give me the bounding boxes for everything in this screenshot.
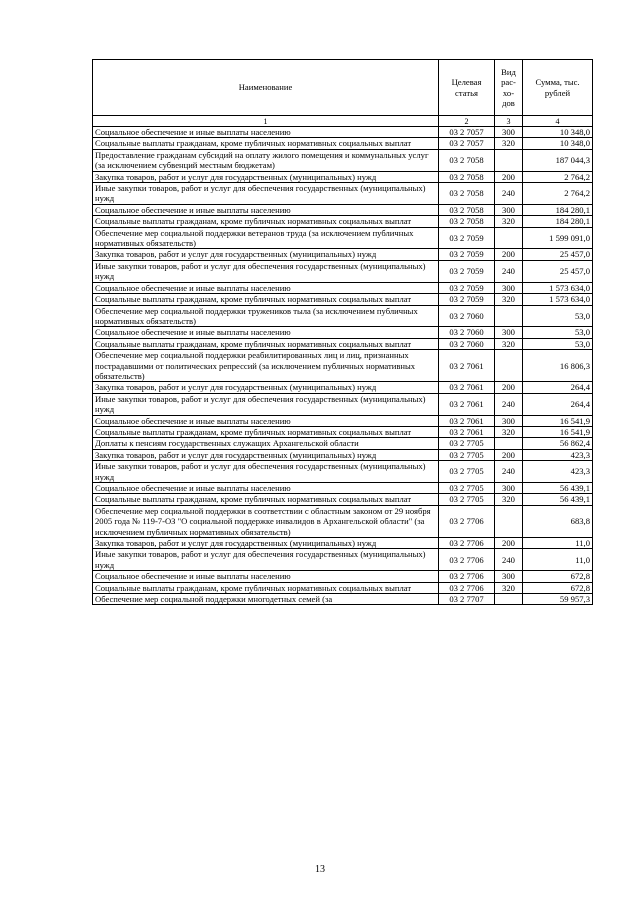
row-code: 03 2 7059 (439, 227, 495, 249)
column-number: 3 (495, 116, 523, 127)
column-number: 1 (93, 116, 439, 127)
row-code: 03 2 7058 (439, 183, 495, 205)
row-sum: 184 280,1 (523, 216, 593, 227)
table-row (93, 393, 593, 415)
row-name: Социальные выплаты гражданам, кроме публичных нормативных социальных выплат (93, 494, 439, 505)
table-row (93, 461, 593, 483)
row-code: 03 2 7706 (439, 582, 495, 593)
row-sum: 53,0 (523, 327, 593, 338)
row-code: 03 2 7061 (439, 415, 495, 426)
row-sum: 672,8 (523, 571, 593, 582)
row-sum: 56 439,1 (523, 494, 593, 505)
table-row (93, 204, 593, 215)
row-sum: 25 457,0 (523, 249, 593, 260)
row-sum: 10 348,0 (523, 138, 593, 149)
row-sum: 264,4 (523, 382, 593, 393)
row-kind: 200 (495, 171, 523, 182)
row-code: 03 2 7707 (439, 594, 495, 605)
row-code: 03 2 7060 (439, 338, 495, 349)
row-sum: 11,0 (523, 538, 593, 549)
row-name: Социальные выплаты гражданам, кроме публичных нормативных социальных выплат (93, 138, 439, 149)
row-name: Обеспечение мер социальной поддержки реабилитированных лиц и лиц, признанных пострадавшими от политических репрессий (за исключением публичных нормативных обязательств) (93, 350, 439, 382)
row-code: 03 2 7061 (439, 382, 495, 393)
row-code: 03 2 7705 (439, 483, 495, 494)
header-kind: Вид рас- хо- дов (495, 60, 523, 116)
row-code: 03 2 7705 (439, 494, 495, 505)
row-kind: 200 (495, 449, 523, 460)
row-sum: 1 573 634,0 (523, 294, 593, 305)
row-name: Обеспечение мер социальной поддержки ветеранов труда (за исключением публичных нормативных обязательств) (93, 227, 439, 249)
row-name: Социальное обеспечение и иные выплаты населению (93, 327, 439, 338)
row-code: 03 2 7058 (439, 171, 495, 182)
row-sum: 56 862,4 (523, 438, 593, 449)
row-name: Социальные выплаты гражданам, кроме публичных нормативных социальных выплат (93, 338, 439, 349)
table-row (93, 415, 593, 426)
table-header-row (93, 60, 593, 116)
row-kind (495, 438, 523, 449)
row-name: Предоставление гражданам субсидий на оплату жилого помещения и коммунальных услуг (за исключением субвенций местным бюджетам) (93, 149, 439, 171)
row-code: 03 2 7059 (439, 294, 495, 305)
row-sum: 2 764,2 (523, 183, 593, 205)
row-code: 03 2 7058 (439, 216, 495, 227)
row-kind: 240 (495, 183, 523, 205)
table-row (93, 449, 593, 460)
column-number: 2 (439, 116, 495, 127)
row-name: Закупка товаров, работ и услуг для государственных (муниципальных) нужд (93, 538, 439, 549)
row-sum: 53,0 (523, 338, 593, 349)
row-sum: 10 348,0 (523, 127, 593, 138)
row-name: Иные закупки товаров, работ и услуг для обеспечения государственных (муниципальных) нужд (93, 260, 439, 282)
row-name: Иные закупки товаров, работ и услуг для обеспечения государственных (муниципальных) нужд (93, 461, 439, 483)
row-kind: 300 (495, 571, 523, 582)
row-code: 03 2 7061 (439, 426, 495, 437)
row-kind: 300 (495, 282, 523, 293)
table-row (93, 350, 593, 382)
row-kind: 240 (495, 393, 523, 415)
row-sum: 187 044,3 (523, 149, 593, 171)
row-sum: 264,4 (523, 393, 593, 415)
row-code: 03 2 7058 (439, 204, 495, 215)
row-kind (495, 149, 523, 171)
column-number: 4 (523, 116, 593, 127)
table-row (93, 438, 593, 449)
table-body (93, 127, 593, 605)
row-name: Социальные выплаты гражданам, кроме публичных нормативных социальных выплат (93, 216, 439, 227)
row-name: Закупка товаров, работ и услуг для государственных (муниципальных) нужд (93, 171, 439, 182)
table-row (93, 494, 593, 505)
row-kind: 240 (495, 549, 523, 571)
row-kind (495, 305, 523, 327)
row-sum: 16 541,9 (523, 426, 593, 437)
header-name: Наименование (93, 60, 439, 116)
row-kind: 240 (495, 260, 523, 282)
row-name: Социальное обеспечение и иные выплаты населению (93, 415, 439, 426)
table-row (93, 183, 593, 205)
row-sum: 672,8 (523, 582, 593, 593)
row-code: 03 2 7706 (439, 538, 495, 549)
row-name: Обеспечение мер социальной поддержки в соответствии с областным законом от 29 ноября 2005 года № 119-7-ОЗ "О социальной поддержке инвалидов в Архангельской области" (за исключением публичных нормативных обязательств) (93, 505, 439, 537)
row-kind: 320 (495, 294, 523, 305)
row-sum: 56 439,1 (523, 483, 593, 494)
table-row (93, 171, 593, 182)
table-row (93, 505, 593, 537)
row-name: Социальное обеспечение и иные выплаты населению (93, 282, 439, 293)
row-kind: 200 (495, 538, 523, 549)
table-row (93, 138, 593, 149)
row-kind: 300 (495, 204, 523, 215)
row-kind: 320 (495, 426, 523, 437)
row-kind: 300 (495, 483, 523, 494)
table-row (93, 294, 593, 305)
row-code: 03 2 7705 (439, 449, 495, 460)
row-name: Социальные выплаты гражданам, кроме публичных нормативных социальных выплат (93, 582, 439, 593)
table-row (93, 483, 593, 494)
row-sum: 53,0 (523, 305, 593, 327)
row-kind: 320 (495, 138, 523, 149)
row-code: 03 2 7706 (439, 571, 495, 582)
row-code: 03 2 7705 (439, 438, 495, 449)
row-name: Социальные выплаты гражданам, кроме публичных нормативных социальных выплат (93, 294, 439, 305)
row-code: 03 2 7060 (439, 327, 495, 338)
row-name: Закупка товаров, работ и услуг для государственных (муниципальных) нужд (93, 449, 439, 460)
row-code: 03 2 7059 (439, 260, 495, 282)
header-code: Целевая статья (439, 60, 495, 116)
row-name: Обеспечение мер социальной поддержки тружеников тыла (за исключением публичных нормативных обязательств) (93, 305, 439, 327)
table-row (93, 227, 593, 249)
row-name: Социальное обеспечение и иные выплаты населению (93, 204, 439, 215)
row-code: 03 2 7060 (439, 305, 495, 327)
row-name: Обеспечение мер социальной поддержки многодетных семей (за (93, 594, 439, 605)
row-kind: 320 (495, 582, 523, 593)
row-sum: 423,3 (523, 449, 593, 460)
row-kind: 300 (495, 415, 523, 426)
row-kind: 300 (495, 327, 523, 338)
row-code: 03 2 7061 (439, 350, 495, 382)
row-code: 03 2 7705 (439, 461, 495, 483)
row-name: Иные закупки товаров, работ и услуг для обеспечения государственных (муниципальных) нужд (93, 183, 439, 205)
row-sum: 16 806,3 (523, 350, 593, 382)
table-row (93, 382, 593, 393)
table-row (93, 327, 593, 338)
row-name: Иные закупки товаров, работ и услуг для обеспечения государственных (муниципальных) нужд (93, 549, 439, 571)
row-kind: 320 (495, 338, 523, 349)
header-sum: Сумма, тыс. рублей (523, 60, 593, 116)
row-kind: 240 (495, 461, 523, 483)
row-code: 03 2 7061 (439, 393, 495, 415)
row-sum: 1 599 091,0 (523, 227, 593, 249)
row-kind: 200 (495, 382, 523, 393)
row-code: 03 2 7057 (439, 138, 495, 149)
table-row (93, 149, 593, 171)
table-row (93, 216, 593, 227)
row-kind: 300 (495, 127, 523, 138)
row-sum: 25 457,0 (523, 260, 593, 282)
row-name: Социальное обеспечение и иные выплаты населению (93, 483, 439, 494)
page-number: 13 (315, 864, 325, 875)
row-code: 03 2 7059 (439, 249, 495, 260)
table-row (93, 426, 593, 437)
budget-table (92, 59, 593, 605)
row-code: 03 2 7706 (439, 505, 495, 537)
table-row (93, 260, 593, 282)
row-code: 03 2 7059 (439, 282, 495, 293)
row-kind: 320 (495, 494, 523, 505)
row-kind (495, 227, 523, 249)
row-sum: 59 957,3 (523, 594, 593, 605)
row-sum: 1 573 634,0 (523, 282, 593, 293)
row-name: Доплаты к пенсиям государственных служащих Архангельской области (93, 438, 439, 449)
row-sum: 16 541,9 (523, 415, 593, 426)
row-name: Закупка товаров, работ и услуг для государственных (муниципальных) нужд (93, 382, 439, 393)
row-name: Социальные выплаты гражданам, кроме публичных нормативных социальных выплат (93, 426, 439, 437)
table-row (93, 338, 593, 349)
row-code: 03 2 7706 (439, 549, 495, 571)
table-row (93, 549, 593, 571)
row-sum: 683,8 (523, 505, 593, 537)
table-row (93, 127, 593, 138)
row-sum: 184 280,1 (523, 204, 593, 215)
row-name: Социальное обеспечение и иные выплаты населению (93, 127, 439, 138)
table-row (93, 538, 593, 549)
row-code: 03 2 7058 (439, 149, 495, 171)
row-kind: 320 (495, 216, 523, 227)
row-kind (495, 350, 523, 382)
row-sum: 423,3 (523, 461, 593, 483)
row-kind (495, 594, 523, 605)
table-row (93, 594, 593, 605)
column-number-row (93, 116, 593, 127)
table-row (93, 282, 593, 293)
row-name: Социальное обеспечение и иные выплаты населению (93, 571, 439, 582)
row-code: 03 2 7057 (439, 127, 495, 138)
table-row (93, 305, 593, 327)
table-row (93, 582, 593, 593)
row-sum: 11,0 (523, 549, 593, 571)
row-sum: 2 764,2 (523, 171, 593, 182)
table-row (93, 571, 593, 582)
row-name: Закупка товаров, работ и услуг для государственных (муниципальных) нужд (93, 249, 439, 260)
table-row (93, 249, 593, 260)
row-name: Иные закупки товаров, работ и услуг для обеспечения государственных (муниципальных) нужд (93, 393, 439, 415)
row-kind (495, 505, 523, 537)
row-kind: 200 (495, 249, 523, 260)
